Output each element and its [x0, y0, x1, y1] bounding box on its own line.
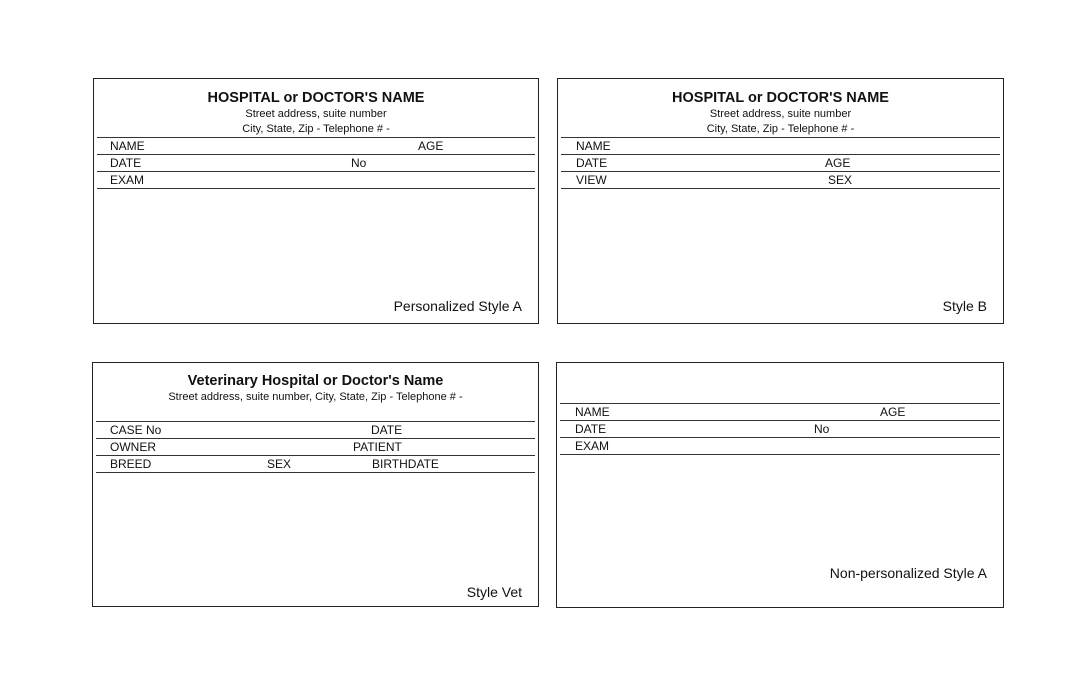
style-label: Non-personalized Style A	[829, 565, 987, 581]
field-label-date: DATE	[575, 422, 607, 436]
field-label-birthdate: BIRTHDATE	[372, 457, 439, 471]
field-row-name	[560, 403, 1000, 420]
style-label: Style B	[942, 298, 987, 314]
field-row-breed	[96, 455, 535, 473]
field-label-name: NAME	[110, 139, 145, 153]
field-label-sex: SEX	[828, 173, 853, 187]
field-label-age: AGE	[880, 405, 906, 419]
field-label-patient: PATIENT	[353, 440, 402, 454]
card-non-personalized-style-a	[556, 362, 1004, 608]
field-label-no: No	[351, 156, 367, 170]
card-address-line-2: City, State, Zip - Telephone # -	[242, 123, 390, 135]
field-label-no: No	[814, 422, 830, 436]
style-label: Personalized Style A	[393, 298, 522, 314]
card-title: Veterinary Hospital or Doctor's Name	[187, 373, 444, 389]
card-address-line-1: Street address, suite number	[245, 108, 387, 120]
field-label-exam: EXAM	[575, 439, 610, 453]
field-label-name: NAME	[576, 139, 611, 153]
field-row-exam	[560, 437, 1000, 455]
field-row-date	[560, 420, 1000, 437]
field-label-name: NAME	[575, 405, 610, 419]
field-label-date: DATE	[110, 156, 142, 170]
field-row-date	[97, 154, 535, 171]
field-label-date: DATE	[576, 156, 608, 170]
field-row-date	[561, 154, 1000, 171]
field-label-view: VIEW	[576, 173, 607, 187]
field-label-breed: BREED	[110, 457, 152, 471]
field-row-case	[96, 421, 535, 438]
field-label-date: DATE	[371, 423, 403, 437]
card-address-line-1: Street address, suite number	[709, 108, 852, 120]
field-label-exam: EXAM	[110, 173, 145, 187]
card-address: Street address, suite number, City, State, Zip - Telephone # -	[168, 391, 463, 403]
card-title: HOSPITAL or DOCTOR'S NAME	[207, 90, 425, 106]
card-address-line-2: City, State, Zip - Telephone # -	[706, 123, 855, 135]
field-label-age: AGE	[825, 156, 851, 170]
field-row-name	[561, 137, 1000, 154]
card-style-b	[557, 78, 1004, 324]
style-label: Style Vet	[466, 584, 522, 600]
field-row-owner	[96, 438, 535, 455]
card-style-vet	[92, 362, 539, 607]
card-title: HOSPITAL or DOCTOR'S NAME	[672, 90, 889, 106]
field-row-view	[561, 171, 1000, 189]
field-label-case-no: CASE No	[110, 423, 162, 437]
field-row-name	[97, 137, 535, 154]
field-label-owner: OWNER	[110, 440, 156, 454]
field-label-sex: SEX	[267, 457, 292, 471]
field-label-age: AGE	[418, 139, 444, 153]
card-personalized-style-a	[93, 78, 539, 324]
field-row-exam	[97, 171, 535, 189]
